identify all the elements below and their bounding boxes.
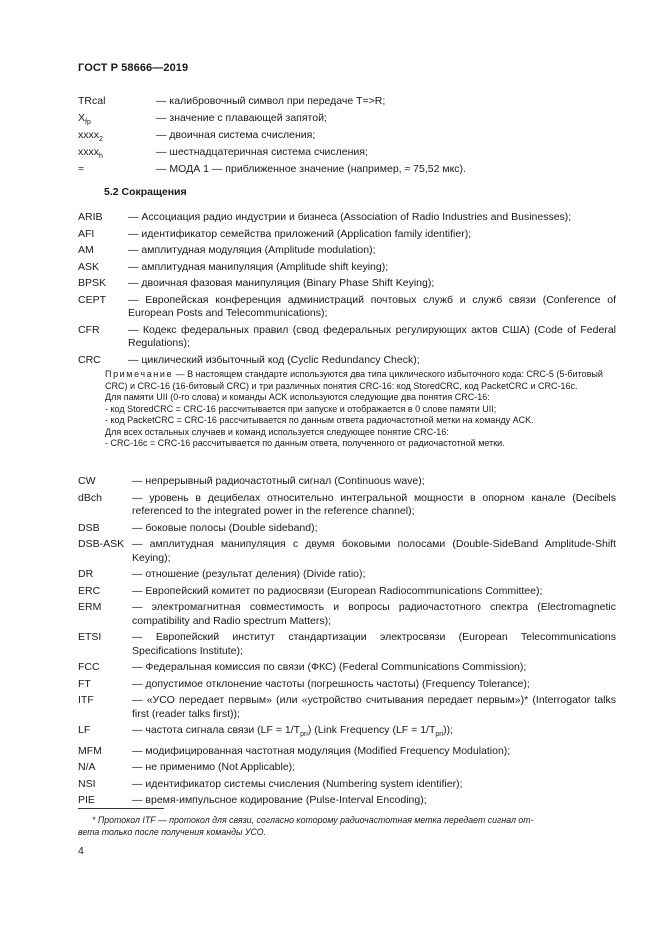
- abbreviation-row: [78, 354, 616, 368]
- footnote-divider: [78, 808, 164, 809]
- abbreviation-term: AM: [78, 244, 94, 256]
- abbreviation-row: [78, 492, 616, 519]
- symbol-definition: — калибровочный символ при передаче T=>R;: [156, 95, 386, 107]
- abbreviation-row: [78, 761, 616, 775]
- abbreviation-definition: — не применимо (Not Applicable);: [132, 761, 296, 773]
- abbreviation-term: DSB: [78, 521, 100, 534]
- abbreviation-definition: — Федеральная комиссия по связи (ФКС) (Federal Communications Commission);: [132, 661, 527, 673]
- abbreviation-definition: — идентификатор семейства приложений (Application family identifier);: [128, 227, 472, 240]
- abbreviation-term: ERC: [78, 584, 101, 597]
- symbol-definition: — двоичная система счисления;: [156, 129, 316, 141]
- abbreviation-term: NSI: [78, 777, 96, 790]
- abbreviation-row: [78, 745, 616, 759]
- symbol-row: [78, 129, 618, 146]
- abbreviation-definition: — циклический избыточный код (Cyclic Redundancy Check);: [128, 353, 420, 366]
- abbreviation-term: CRC: [78, 353, 101, 366]
- footnote-line: вета только после получения команды УСО.: [78, 826, 267, 837]
- abbreviation-definition: — отношение (результат деления) (Divide ratio);: [132, 568, 366, 580]
- abbreviation-definition: — частота сигнала связи $(LF = 1/T_{pri})$ (Link Frequency $(LF = 1/T_{pri})$);: [132, 724, 454, 738]
- abbreviation-row: [78, 794, 616, 808]
- abbreviation-term: ARIB: [78, 211, 103, 223]
- symbol-term: xxxx$_h$: [78, 146, 103, 160]
- abbreviation-definition: — непрерывный радиочастотный сигнал (Continuous wave);: [132, 475, 425, 487]
- abbreviation-definition: — Европейский институт стандартизации электросвязи (European Telecommunications Specifications Institute);: [132, 631, 616, 657]
- abbreviation-definition: — Европейский комитет по радиосвязи (European Radiocommunications Committee);: [132, 584, 543, 597]
- abbreviation-term: FT: [78, 677, 91, 690]
- abbreviation-definition: — Кодекс федеральных правил (свод федеральных регулирующих актов США) (Code of Federal Regulations);: [128, 323, 616, 349]
- abbreviation-definition: — время-импульсное кодирование (Pulse-Interval Encoding);: [132, 794, 427, 806]
- abbreviation-term: FCC: [78, 661, 100, 673]
- abbreviation-definition: — модифицированная частотная модуляция (Modified Frequency Modulation);: [132, 744, 511, 757]
- note-first-paragraph: Примечание — В настоящем стандарте используются два типа циклического избыточного кода: CRC-5 (5-битовый CRC) и CRC-16 (16-битовый CRC) и три различных понятия CRC-16: код StoredCRC, код PacketCRC и CRC-16c.: [105, 369, 603, 391]
- symbol-term: TRcal: [78, 95, 106, 107]
- abbreviation-term: DSB-ASK: [78, 538, 125, 550]
- note-line: Для памяти UII (0-го слова) и команды ACK используются следующие два понятия CRC-16:: [105, 392, 490, 402]
- abbreviation-term: CEPT: [78, 293, 107, 306]
- abbreviation-row: [78, 244, 616, 258]
- abbreviation-term: ETSI: [78, 631, 102, 643]
- symbol-row: [78, 163, 618, 180]
- abbreviation-term: ERM: [78, 601, 102, 613]
- footnote-line: * Протокол ITF — протокол для связи, согласно которому радиочастотная метка передает сигнал от-: [92, 815, 534, 825]
- abbreviation-row: [78, 261, 616, 275]
- subscript: 2: [99, 136, 103, 143]
- abbreviation-definition: — амплитудная манипуляция (Amplitude shift keying);: [128, 260, 389, 273]
- abbreviation-term: BPSK: [78, 277, 107, 289]
- abbreviation-definition: — двоичная фазовая манипуляция (Binary Phase Shift Keying);: [128, 277, 435, 289]
- abbreviation-row: [78, 277, 616, 291]
- abbreviation-term: dBch: [78, 491, 102, 504]
- subscript: pri: [300, 731, 308, 738]
- symbol-definition: — значение с плавающей запятой;: [156, 112, 327, 124]
- abbreviation-row: [78, 724, 616, 742]
- note-line: - CRC-16c = CRC-16 рассчитывается по данным ответа, полученного от радиочастотной метки.: [105, 438, 505, 448]
- abbreviation-row: [78, 522, 616, 536]
- abbreviation-term: ASK: [78, 260, 100, 273]
- abbreviation-definition: — уровень в децибелах относительно интегральной мощности в опорном канале (Decibels referenced to the integrated power in the reference channel);: [132, 491, 616, 517]
- symbol-row: [78, 146, 618, 163]
- abbreviation-definition: — Ассоциация радио индустрии и бизнеса (Association of Radio Industries and Businesses);: [128, 211, 572, 223]
- abbreviation-row: [78, 631, 616, 658]
- abbreviation-term: AFI: [78, 227, 95, 240]
- page-number: 4: [78, 845, 84, 857]
- abbreviation-row: [78, 601, 616, 628]
- abbreviation-row: [78, 475, 616, 489]
- abbreviation-definition: — идентификатор системы счисления (Numbering system identifier);: [132, 777, 463, 790]
- abbreviation-row: [78, 678, 616, 692]
- symbol-term: ≈: [78, 163, 84, 175]
- note-block: [78, 369, 616, 450]
- subscript: pri: [435, 731, 444, 738]
- abbreviation-row: [78, 294, 616, 321]
- note-line: Для всех остальных случаев и команд используется следующее понятие CRC-16:: [105, 426, 449, 437]
- abbreviation-term: DR: [78, 568, 94, 580]
- symbol-definition: — МОДА 1 — приближенное значение (например, ≈ 75,52 мкс).: [156, 163, 466, 175]
- symbol-row: [78, 112, 618, 129]
- symbol-term: xxxx$_2$: [78, 129, 103, 143]
- abbreviation-definition: — боковые полосы (Double sideband);: [132, 521, 318, 534]
- abbreviation-row: [78, 568, 616, 582]
- abbreviation-row: [78, 228, 616, 242]
- abbreviation-term: CFR: [78, 323, 100, 336]
- abbreviation-row: [78, 324, 616, 351]
- document-header: ГОСТ Р 58666—2019: [78, 62, 189, 74]
- abbreviation-definition: — амплитудная модуляция (Amplitude modulation);: [128, 244, 376, 256]
- symbols-list: [78, 95, 618, 180]
- abbreviation-term: PIE: [78, 794, 95, 806]
- symbol-definition: — шестнадцатеричная система счисления;: [156, 146, 368, 158]
- abbreviations-list-b: [78, 475, 616, 811]
- subscript: h: [99, 153, 103, 160]
- abbreviation-row: [78, 585, 616, 599]
- note-line: - код PacketCRC = CRC-16 рассчитывается по данным ответа радиочастотной метки на команду ACK.: [105, 415, 534, 425]
- symbol-term: $X_{fp}$: [78, 112, 91, 126]
- abbreviation-definition: — допустимое отклонение частоты (погрешность частоты) (Frequency Tolerance);: [132, 677, 530, 690]
- abbreviation-definition: — электромагнитная совместимость и вопросы радиочастотного спектра (Electromagnetic compatibility and Radio spectrum Matters);: [132, 601, 616, 627]
- abbreviation-row: [78, 694, 616, 721]
- abbreviation-row: [78, 661, 616, 675]
- abbreviation-row: [78, 778, 616, 792]
- abbreviation-term: CW: [78, 475, 96, 487]
- abbreviation-term: ITF: [78, 694, 94, 706]
- abbreviation-definition: — «УСО передает первым» (или «устройство считывания передает первым»)* (Interrogator talks first (reader talks first));: [132, 694, 616, 720]
- abbreviation-row: [78, 211, 616, 225]
- footnote: [78, 815, 616, 838]
- abbreviation-definition: — Европейская конференция администраций почтовых служб и служб связи (Conference of European Posts and Telecommunications);: [128, 293, 616, 319]
- note-label: Примечание: [105, 369, 174, 379]
- abbreviation-term: N/A: [78, 761, 96, 773]
- section-heading: 5.2 Сокращения: [104, 186, 187, 198]
- note-line: - код StoredCRC = CRC-16 рассчитывается при запуске и отображается в 0 слове памяти UII;: [105, 403, 497, 414]
- subscript: fp: [85, 119, 91, 126]
- abbreviations-list-a: [78, 211, 616, 370]
- abbreviation-term: MFM: [78, 744, 102, 757]
- abbreviation-row: [78, 538, 616, 565]
- abbreviation-definition: — амплитудная манипуляция с двумя боковыми полосами (Double-SideBand Amplitude-Shift Keying);: [132, 538, 616, 564]
- abbreviation-term: LF: [78, 724, 91, 736]
- symbol-row: [78, 95, 618, 112]
